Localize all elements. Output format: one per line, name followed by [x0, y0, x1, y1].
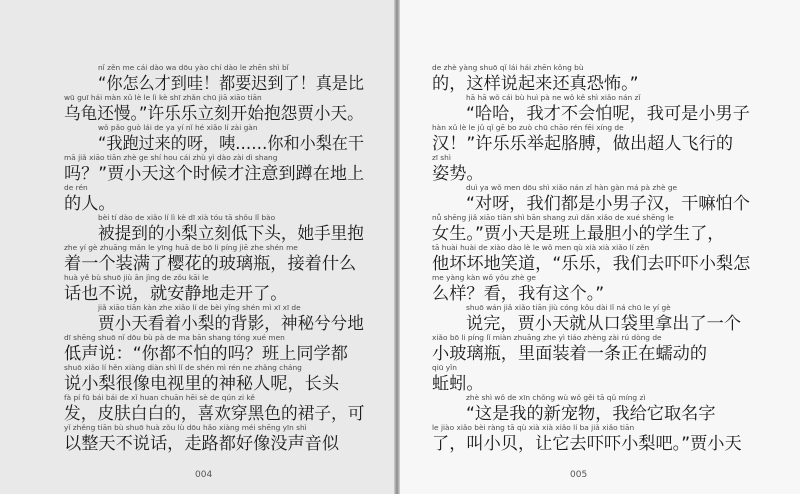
chinese-text: 了，叫小贝，让它去吓吓小梨吧。”贾小天: [432, 434, 742, 454]
pinyin-annotation: shuō wán jiǎ xiǎo tiān jiù cóng kǒu dài lǐ ná chū le yí gè: [466, 303, 671, 312]
pinyin-annotation: huà yě bù shuō jiù ān jìng de zǒu kāi le: [64, 273, 209, 282]
pinyin-annotation: shuō xiǎo lí hěn xiàng diàn shì lǐ de shén mì rén ne zhǎng cháng: [64, 363, 302, 372]
pinyin-annotation: zhè shì wǒ de xīn chǒng wù wǒ gěi tā qǔ míng zì: [466, 393, 646, 402]
chinese-text: “对呀，我们都是小男子汉，干嘛怕个: [466, 194, 750, 214]
pinyin-annotation: wǒ pǎo guò lái de ya yí nǐ hé xiǎo lí zài gàn: [98, 123, 258, 132]
pinyin-annotation: tā huài huài de xiào dào lè le wǒ men qù xià xià xiǎo lí zěn: [432, 243, 650, 252]
pinyin-annotation: jiǎ xiāo tiān kàn zhe xiǎo lí de bèi yǐng shén mì xī xī de: [98, 303, 301, 312]
pinyin-annotation: wū guī hái màn xǔ lè le lì kè shī zhǎn chū jiā xiāo tiān: [64, 93, 262, 102]
left-page: [0, 0, 398, 494]
chinese-text: 吗？”贾小天这个时候才注意到蹲在地上: [64, 164, 365, 184]
chinese-text: 蚯蚓。: [432, 374, 484, 394]
page-number-right: 005: [570, 470, 588, 480]
pinyin-annotation: de rén: [64, 183, 88, 192]
chinese-text: 的，这样说起来还真恐怖。”: [432, 74, 639, 94]
pinyin-annotation: hàn xǔ lè le jǔ qǐ gē bo zuò chū chāo rén fēi xíng de: [432, 123, 624, 132]
pinyin-annotation: xiǎo bō li píng lǐ miàn zhuāng zhe yì tiáo zhèng zài rú dòng de: [432, 333, 662, 342]
chinese-text: 姿势。: [432, 164, 484, 184]
chinese-text: 着一个装满了樱花的玻璃瓶，接着什么: [64, 254, 357, 274]
chinese-text: 发，皮肤白白的，喜欢穿黑色的裙子，可: [64, 404, 365, 424]
chinese-text: 被提到的小梨立刻低下头，她手里抱: [98, 224, 364, 244]
chinese-text: 么样？看，我有这个。”: [432, 284, 605, 304]
chinese-text: “你怎么才到哇！都要迟到了！真是比: [98, 74, 365, 94]
chinese-text: 乌龟还慢。”许乐乐立刻开始抱怨贾小天。: [64, 104, 364, 124]
pinyin-annotation: qiū yǐn: [432, 363, 457, 372]
pinyin-annotation: yǐ zhěng tiān bù shuō huà zǒu lù dōu hǎo xiàng méi shēng yīn shì: [64, 423, 307, 432]
pinyin-annotation: duì ya wǒ men dōu shì xiǎo nán zǐ hàn gàn má pà zhè ge: [466, 183, 678, 192]
chinese-text: 女生。”贾小天是班上最胆小的学生了，: [432, 224, 725, 244]
pinyin-annotation: le jiào xiǎo bèi ràng tā qù xià xià xiǎo lí ba jiǎ xiǎo tiān: [432, 423, 635, 432]
pinyin-annotation: zhe yí gè zhuāng mǎn le yīng huā de bō li píng jiē zhe shén me: [64, 243, 298, 252]
page-number-left: 004: [195, 470, 213, 480]
chinese-text: 以整天不说话，走路都好像没声音似: [64, 434, 340, 454]
pinyin-annotation: me yàng kàn wǒ yǒu zhè ge: [432, 273, 536, 282]
pinyin-annotation: nǐ zěn me cái dào wa dōu yào chí dào le zhēn shì bǐ: [98, 63, 289, 72]
chinese-text: 贾小天看着小梨的背影，神秘兮兮地: [98, 314, 364, 334]
chinese-text: 说小梨很像电视里的神秘人呢，长头: [64, 374, 340, 394]
pinyin-annotation: zī shì: [432, 153, 451, 162]
right-page: [398, 0, 800, 494]
chinese-text: 小玻璃瓶，里面装着一条正在蠕动的: [432, 344, 708, 364]
chinese-text: 汉！”许乐乐举起胳膊，做出超人飞行的: [432, 134, 734, 154]
chinese-text: 的人。: [64, 194, 116, 214]
pinyin-annotation: bèi tí dào de xiǎo lí lì kè dī xià tóu tā shǒu lǐ bào: [98, 213, 276, 222]
chinese-text: “哈哈，我才不会怕呢，我可是小男子: [466, 104, 750, 124]
book-gutter: [394, 0, 400, 494]
chinese-text: 他坏坏地笑道，“乐乐，我们去吓吓小梨怎: [432, 254, 751, 274]
pinyin-annotation: hā hā wǒ cái bù huì pà ne wǒ kě shì xiǎo nán zǐ: [466, 93, 641, 102]
pinyin-annotation: de zhè yàng shuō qǐ lái hái zhēn kǒng bù: [432, 63, 584, 72]
text-line: [64, 422, 364, 458]
chinese-text: “我跑过来的呀，咦……你和小梨在干: [98, 134, 365, 154]
pinyin-annotation: nǚ shēng jiǎ xiāo tiān shì bān shang zuì dǎn xiǎo de xué shēng le: [432, 213, 674, 222]
pinyin-annotation: fà pí fū bái bái de xǐ huan chuān hēi sè de qún zi kě: [64, 393, 255, 402]
chinese-text: 说完，贾小天就从口袋里拿出了一个: [466, 314, 742, 334]
pinyin-annotation: dī shēng shuō nǐ dōu bù pà de ma bān shang tóng xué men: [64, 333, 285, 342]
chinese-text: 话也不说，就安静地走开了。: [64, 284, 288, 304]
chinese-text: 低声说：“你都不怕的吗？班上同学都: [64, 344, 348, 364]
chinese-text: “这是我的新宠物，我给它取名字: [466, 404, 716, 424]
text-line: [432, 422, 762, 458]
pinyin-annotation: mā jiǎ xiāo tiān zhè ge shí hou cái zhù yì dào zài dì shang: [64, 153, 278, 162]
